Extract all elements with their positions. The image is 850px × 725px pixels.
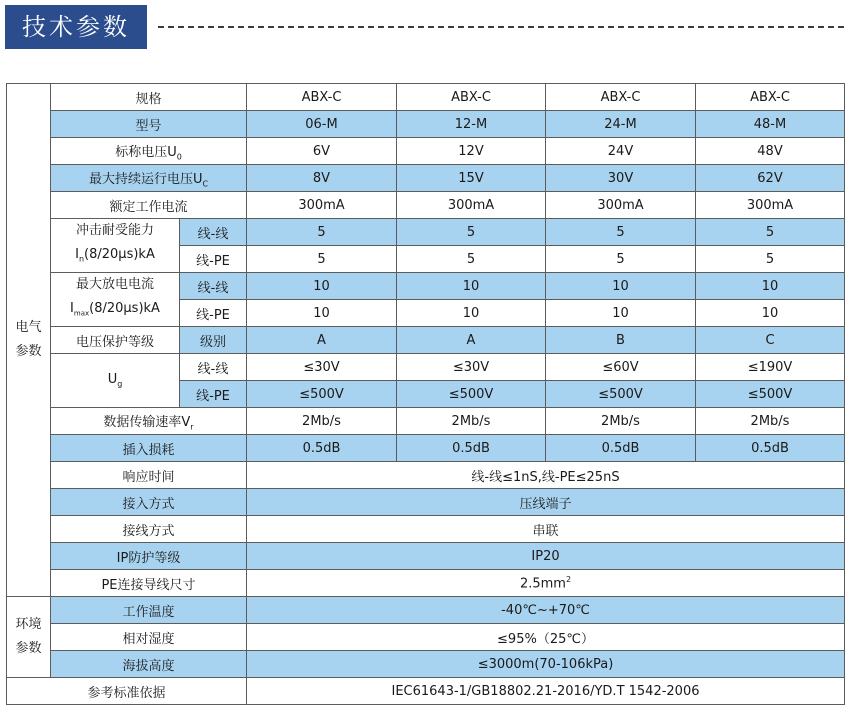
cell: ≤500V xyxy=(696,381,845,408)
header-col: ABX-C xyxy=(546,84,696,111)
cell: 5 xyxy=(397,246,546,273)
header-row xyxy=(7,84,845,111)
row-label: IP防护等级 xyxy=(51,543,247,570)
row-data-rate xyxy=(7,408,845,435)
cell: IP20 xyxy=(247,543,845,570)
cell: IEC61643-1/GB18802.21-2016/YD.T 1542-2006 xyxy=(247,678,845,705)
row-label: 海拔高度 xyxy=(51,651,247,678)
cell: 48-M xyxy=(696,111,845,138)
cell: 5 xyxy=(397,219,546,246)
row-model xyxy=(7,111,845,138)
sub-label: 线-PE xyxy=(180,381,247,408)
cell: 0.5dB xyxy=(546,435,696,462)
cell: 10 xyxy=(696,300,845,327)
cell: 2Mb/s xyxy=(247,408,397,435)
sub-label: 线-线 xyxy=(180,273,247,300)
cell: 15V xyxy=(397,165,546,192)
cell: 12V xyxy=(397,138,546,165)
cell: ≤500V xyxy=(546,381,696,408)
cell: 5 xyxy=(696,219,845,246)
row-rated-current xyxy=(7,192,845,219)
cell: C xyxy=(696,327,845,354)
section-title: 技术参数 xyxy=(5,5,147,49)
cell: 5 xyxy=(546,246,696,273)
cell: ≤500V xyxy=(397,381,546,408)
row-label: 数据传输速率$V_r$ xyxy=(51,408,247,435)
cell: 0.5dB xyxy=(397,435,546,462)
row-discharge-ll xyxy=(7,273,845,300)
cell: $2.5mm^2$ xyxy=(247,570,845,597)
row-rated-voltage xyxy=(7,138,845,165)
row-label: 参考标准依据 xyxy=(7,678,247,705)
sub-label: 线-PE xyxy=(180,300,247,327)
cell: ≤190V xyxy=(696,354,845,381)
row-connection-method xyxy=(7,489,845,516)
cell: A xyxy=(397,327,546,354)
cell: ≤500V xyxy=(247,381,397,408)
spec-table xyxy=(6,83,845,705)
row-reference-standard xyxy=(7,678,845,705)
cell: 6V xyxy=(247,138,397,165)
cell: 5 xyxy=(247,219,397,246)
row-protection-class xyxy=(7,327,845,354)
row-altitude xyxy=(7,651,845,678)
sub-label: 线-PE xyxy=(180,246,247,273)
cell: 10 xyxy=(247,273,397,300)
row-impulse-ll xyxy=(7,219,845,246)
cell: ≤60V xyxy=(546,354,696,381)
cell: 10 xyxy=(397,273,546,300)
cell: 2Mb/s xyxy=(696,408,845,435)
row-ip-rating xyxy=(7,543,845,570)
row-label: 型号 xyxy=(51,111,247,138)
discharge-label: 最大放电电流 $I_{max}(8/20\mu s)kA$ xyxy=(51,273,180,327)
cell: 30V xyxy=(546,165,696,192)
cell: 10 xyxy=(397,300,546,327)
cell: 62V xyxy=(696,165,845,192)
row-label: 标称电压$U_0$ xyxy=(51,138,247,165)
row-insertion-loss xyxy=(7,435,845,462)
row-label: 相对湿度 xyxy=(51,624,247,651)
cell: 10 xyxy=(546,300,696,327)
cell: -40℃~+70℃ xyxy=(247,597,845,624)
cell: ≤30V xyxy=(397,354,546,381)
cell: A xyxy=(247,327,397,354)
row-label: 插入损耗 xyxy=(51,435,247,462)
cell: B xyxy=(546,327,696,354)
row-label: 最大持续运行电压$U_C$ xyxy=(51,165,247,192)
cell: 2Mb/s xyxy=(546,408,696,435)
row-operating-temp xyxy=(7,597,845,624)
cell: 300mA xyxy=(546,192,696,219)
header-col: ABX-C xyxy=(397,84,546,111)
cell: 06-M xyxy=(247,111,397,138)
group-environment: 环境 参数 xyxy=(7,597,51,678)
row-relative-humidity xyxy=(7,624,845,651)
cell: ≤3000m(70-106kPa) xyxy=(247,651,845,678)
row-wiring-method xyxy=(7,516,845,543)
row-label: 额定工作电流 xyxy=(51,192,247,219)
cell: 压线端子 xyxy=(247,489,845,516)
group-electrical: 电气 参数 xyxy=(7,84,51,597)
row-label: 工作温度 xyxy=(51,597,247,624)
cell: 48V xyxy=(696,138,845,165)
cell: ≤30V xyxy=(247,354,397,381)
row-label: 响应时间 xyxy=(51,462,247,489)
cell: 5 xyxy=(546,219,696,246)
cell: 12-M xyxy=(397,111,546,138)
cell: 5 xyxy=(696,246,845,273)
sub-label: 线-线 xyxy=(180,354,247,381)
cell: 8V xyxy=(247,165,397,192)
sub-label: 线-线 xyxy=(180,219,247,246)
cell: 串联 xyxy=(247,516,845,543)
cell: 24-M xyxy=(546,111,696,138)
row-label: 接入方式 xyxy=(51,489,247,516)
row-max-voltage xyxy=(7,165,845,192)
cell: 0.5dB xyxy=(696,435,845,462)
row-pe-wire-size xyxy=(7,570,845,597)
cell: 300mA xyxy=(397,192,546,219)
cell: 300mA xyxy=(247,192,397,219)
cell: 10 xyxy=(696,273,845,300)
cell: 24V xyxy=(546,138,696,165)
cell: 0.5dB xyxy=(247,435,397,462)
cell: 300mA xyxy=(696,192,845,219)
header-label: 规格 xyxy=(51,84,247,111)
row-ug-ll xyxy=(7,354,845,381)
header-col: ABX-C xyxy=(696,84,845,111)
header-col: ABX-C xyxy=(247,84,397,111)
row-label: 电压保护等级 xyxy=(51,327,180,354)
title-divider xyxy=(158,26,844,28)
cell: 5 xyxy=(247,246,397,273)
ug-label: $U_g$ xyxy=(51,354,180,408)
cell: 2Mb/s xyxy=(397,408,546,435)
cell: 10 xyxy=(247,300,397,327)
row-label: PE连接导线尺寸 xyxy=(51,570,247,597)
row-label: 接线方式 xyxy=(51,516,247,543)
cell: 线-线≤1nS,线-PE≤25nS xyxy=(247,462,845,489)
cell: ≤95%（25℃） xyxy=(247,624,845,651)
sub-label: 级别 xyxy=(180,327,247,354)
impulse-label: 冲击耐受能力 $I_n(8/20\mu s)kA$ xyxy=(51,219,180,273)
row-response-time xyxy=(7,462,845,489)
cell: 10 xyxy=(546,273,696,300)
